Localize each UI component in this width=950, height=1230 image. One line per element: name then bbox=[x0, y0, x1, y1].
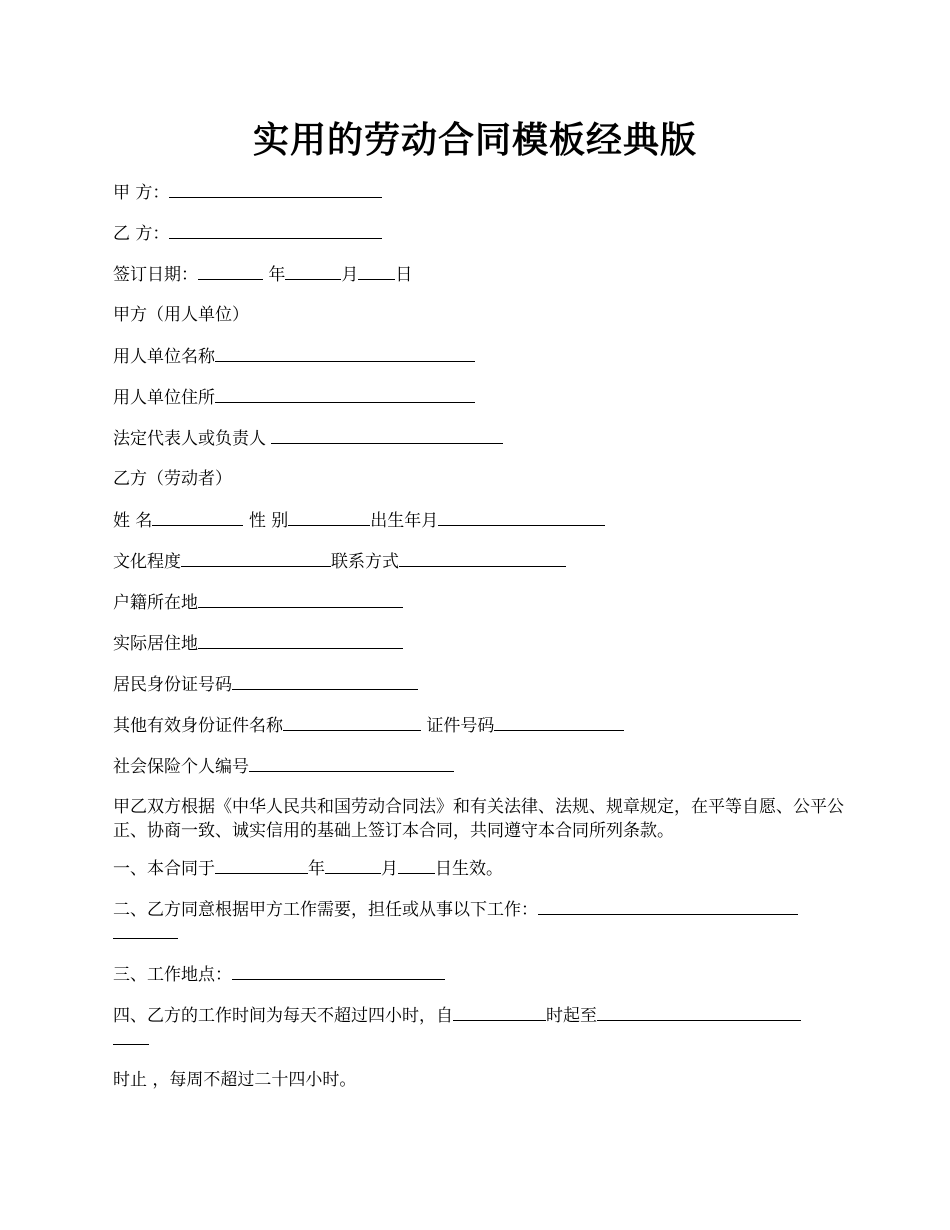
contact-blank[interactable] bbox=[399, 549, 566, 567]
end-hour-blank[interactable] bbox=[597, 1003, 801, 1021]
clause-2 bbox=[113, 897, 798, 922]
social-security-blank[interactable] bbox=[249, 754, 454, 772]
gender-label: 性 别 bbox=[248, 511, 289, 531]
clause-1 bbox=[113, 856, 503, 881]
employer-address-blank[interactable] bbox=[215, 385, 475, 403]
month-label: 月 bbox=[341, 265, 359, 285]
social-security-label: 社会保险个人编号 bbox=[113, 757, 249, 777]
party-a-label: 甲 方： bbox=[113, 183, 170, 203]
party-b-label: 乙 方： bbox=[113, 224, 170, 244]
other-id-blank[interactable] bbox=[283, 713, 421, 731]
clause-1-year: 年 bbox=[308, 859, 325, 879]
personal-info-line bbox=[113, 508, 605, 533]
party-a-heading: 甲方（用人单位） bbox=[113, 305, 249, 325]
id-number-label: 证件号码 bbox=[426, 716, 495, 736]
sign-day-blank[interactable] bbox=[358, 262, 395, 280]
preamble-paragraph: 甲乙双方根据《中华人民共和国劳动合同法》和有关法律、法规、规章规定，在平等自愿、公平公正、协商一致、诚实信用的基础上签订本合同，共同遵守本合同所列条款。 bbox=[113, 797, 844, 841]
household-line bbox=[113, 590, 403, 615]
clause-4-mid: 时起至 bbox=[546, 1006, 597, 1026]
residence-blank[interactable] bbox=[198, 631, 403, 649]
name-blank[interactable] bbox=[152, 508, 243, 526]
residence-label: 实际居住地 bbox=[113, 634, 198, 654]
employer-name-line bbox=[113, 344, 475, 369]
sign-year-blank[interactable] bbox=[198, 262, 263, 280]
job-blank[interactable] bbox=[538, 897, 798, 915]
clause-3-text: 三、工作地点： bbox=[113, 965, 232, 985]
employer-address-label: 用人单位住所 bbox=[113, 388, 215, 408]
household-label: 户籍所在地 bbox=[113, 593, 198, 613]
sign-month-blank[interactable] bbox=[285, 262, 341, 280]
household-blank[interactable] bbox=[198, 590, 403, 608]
party-b-blank[interactable] bbox=[169, 221, 382, 239]
id-line bbox=[113, 672, 418, 697]
education-blank[interactable] bbox=[181, 549, 331, 567]
birth-label: 出生年月 bbox=[370, 511, 439, 531]
residence-line bbox=[113, 631, 403, 656]
education-label: 文化程度 bbox=[113, 552, 181, 572]
birth-blank[interactable] bbox=[438, 508, 605, 526]
work-location-blank[interactable] bbox=[232, 962, 445, 980]
party-a-blank[interactable] bbox=[169, 180, 382, 198]
effective-day-blank[interactable] bbox=[398, 856, 435, 874]
party-a-line bbox=[113, 180, 382, 205]
legal-rep-line bbox=[113, 426, 503, 451]
employer-address-line bbox=[113, 385, 475, 410]
other-id-line bbox=[113, 713, 624, 738]
day-label: 日 bbox=[395, 265, 413, 285]
clause-2-text: 二、乙方同意根据甲方工作需要，担任或从事以下工作： bbox=[113, 900, 538, 920]
sign-date-line bbox=[113, 262, 412, 287]
job-blank-continued[interactable] bbox=[113, 921, 178, 939]
id-blank[interactable] bbox=[232, 672, 418, 690]
clause-1-month: 月 bbox=[381, 859, 398, 879]
other-id-label: 其他有效身份证件名称 bbox=[113, 716, 283, 736]
sign-date-label: 签订日期： bbox=[113, 265, 198, 285]
legal-rep-blank[interactable] bbox=[271, 426, 503, 444]
end-hour-blank-continued[interactable] bbox=[113, 1027, 149, 1045]
clause-4 bbox=[113, 1003, 801, 1028]
clause-3 bbox=[113, 962, 445, 987]
effective-year-blank[interactable] bbox=[215, 856, 308, 874]
gender-blank[interactable] bbox=[288, 508, 370, 526]
id-number-blank[interactable] bbox=[494, 713, 624, 731]
party-b-heading: 乙方（劳动者） bbox=[113, 469, 232, 489]
clause-4-prefix: 四、乙方的工作时间为每天不超过四小时，自 bbox=[113, 1006, 453, 1026]
social-security-line bbox=[113, 754, 454, 779]
legal-rep-label: 法定代表人或负责人 bbox=[113, 429, 266, 449]
clause-4-continuation bbox=[113, 1027, 149, 1045]
start-hour-blank[interactable] bbox=[453, 1003, 546, 1021]
employer-name-blank[interactable] bbox=[215, 344, 475, 362]
name-label: 姓 名 bbox=[113, 511, 153, 531]
clause-1-suffix: 日生效。 bbox=[435, 859, 503, 879]
contact-label: 联系方式 bbox=[331, 552, 399, 572]
effective-month-blank[interactable] bbox=[325, 856, 381, 874]
clause-2-continuation bbox=[113, 921, 178, 939]
id-label: 居民身份证号码 bbox=[113, 675, 232, 695]
party-b-line bbox=[113, 221, 382, 246]
document-title: 实用的劳动合同模板经典版 bbox=[252, 119, 697, 161]
clause-4-end: 时止 ，每周不超过二十四小时。 bbox=[113, 1070, 357, 1090]
employer-name-label: 用人单位名称 bbox=[113, 347, 215, 367]
year-label: 年 bbox=[268, 265, 286, 285]
clause-1-prefix: 一、本合同于 bbox=[113, 859, 215, 879]
education-line bbox=[113, 549, 566, 574]
